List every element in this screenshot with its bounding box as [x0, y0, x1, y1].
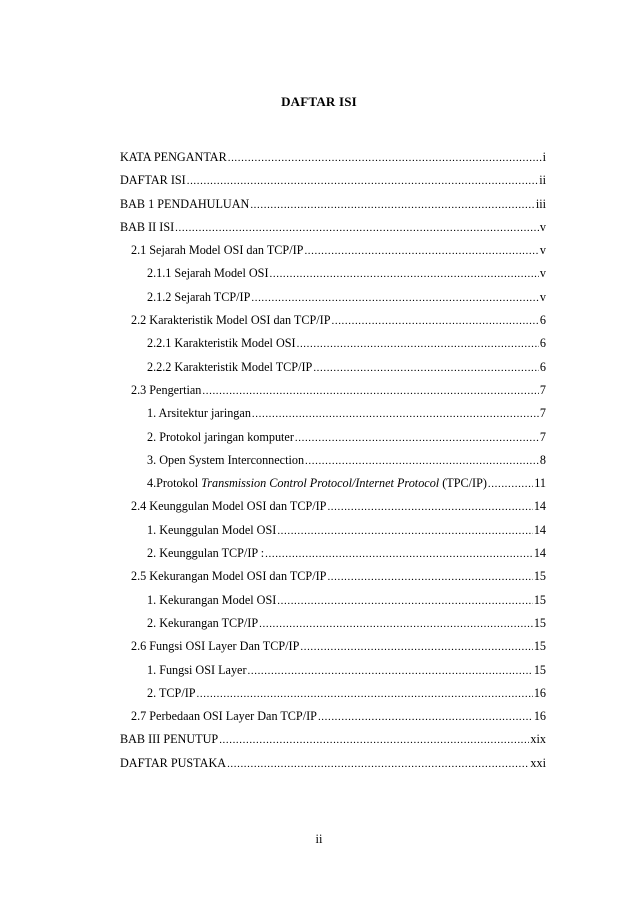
- toc-entry-label: BAB 1 PENDAHULUAN: [120, 196, 250, 211]
- dot-leader: [332, 313, 539, 328]
- toc-entry: [120, 639, 546, 662]
- toc-entry-label: 2.3 Pengertian: [131, 382, 202, 397]
- toc-entry-label: 2.2.1 Karakteristik Model OSI: [147, 336, 296, 351]
- toc-entry-page: 14: [533, 499, 546, 514]
- toc-entry-page: xxi: [530, 755, 546, 770]
- toc-entry-page: 15: [533, 592, 546, 607]
- dot-leader: [227, 756, 529, 771]
- toc-entry-page: v: [539, 289, 546, 304]
- dot-leader: [250, 197, 535, 212]
- toc-entry: [120, 569, 546, 592]
- toc-entry-page: 11: [534, 476, 546, 491]
- dot-leader: [304, 243, 538, 258]
- toc-entry: [120, 686, 546, 709]
- dot-leader: [488, 476, 533, 491]
- toc-entry-label: 2. Protokol jaringan komputer: [147, 429, 294, 444]
- toc-entry-label: DAFTAR PUSTAKA: [120, 755, 227, 770]
- dot-leader: [327, 499, 532, 514]
- toc-entry: [120, 406, 546, 429]
- toc-entry-page: 7: [539, 406, 546, 421]
- toc-entry: [120, 732, 546, 755]
- toc-entry-page: 6: [539, 359, 546, 374]
- toc-entry-page: 16: [533, 685, 546, 700]
- toc-entry-label: 2.7 Perbedaan OSI Layer Dan TCP/IP: [131, 709, 317, 724]
- toc-entry-label: 2.5 Kekurangan Model OSI dan TCP/IP: [131, 569, 327, 584]
- toc-entry: [120, 243, 546, 266]
- dot-leader: [295, 430, 539, 445]
- toc-entry-label-suffix: (TPC/IP): [439, 476, 487, 491]
- dot-leader: [300, 639, 532, 654]
- toc-entry-page: i: [542, 150, 546, 164]
- toc-entry-page: 15: [533, 615, 546, 630]
- toc-entry: [120, 383, 546, 406]
- toc-entry-page: 7: [539, 429, 546, 444]
- toc-entry: [120, 616, 546, 639]
- toc-entry-label: BAB III PENUTUP: [120, 732, 219, 747]
- toc-entry: [120, 499, 546, 522]
- toc-entry-label: 2.1.2 Sejarah TCP/IP: [147, 289, 251, 304]
- toc-entry: [120, 523, 546, 546]
- toc-entry-label: 2.2 Karakteristik Model OSI dan TCP/IP: [131, 313, 331, 328]
- page-title: DAFTAR ISI: [281, 94, 357, 109]
- toc-entry: [120, 313, 546, 336]
- toc-entry-page: 15: [533, 662, 546, 677]
- toc-entry-label: 2.2.2 Karakteristik Model TCP/IP: [147, 359, 313, 374]
- toc-entry-label: KATA PENGANTAR: [120, 150, 227, 164]
- toc-entry: [120, 266, 546, 289]
- dot-leader: [251, 290, 539, 305]
- toc-entry-page: iii: [535, 196, 546, 211]
- toc-entry-label: 1. Keunggulan Model OSI: [147, 522, 277, 537]
- dot-leader: [197, 686, 533, 701]
- toc-entry-label: 2. TCP/IP: [147, 685, 196, 700]
- toc-entry-label: BAB II ISI: [120, 219, 175, 234]
- dot-leader: [175, 220, 539, 235]
- dot-leader: [259, 616, 533, 631]
- toc-entry: [120, 173, 546, 196]
- toc-entry-label: 2.1 Sejarah Model OSI dan TCP/IP: [131, 243, 304, 258]
- toc-entry: [120, 290, 546, 313]
- toc-entry-page: xix: [530, 732, 546, 747]
- toc-entry-label: [147, 476, 487, 491]
- toc-entry-label: 1. Kekurangan Model OSI: [147, 592, 277, 607]
- dot-leader: [313, 360, 539, 375]
- toc-entry: [120, 336, 546, 359]
- dot-leader: [265, 546, 533, 561]
- toc-entry: [120, 430, 546, 453]
- toc-entry-page: 14: [533, 522, 546, 537]
- toc-entry-page: v: [539, 266, 546, 281]
- toc-entry-page: ii: [539, 173, 546, 188]
- toc-entry-page: 7: [539, 382, 546, 397]
- toc-entry-label: 2.6 Fungsi OSI Layer Dan TCP/IP: [131, 639, 300, 654]
- toc-entry-label: 1. Fungsi OSI Layer: [147, 662, 247, 677]
- toc-entry: [120, 709, 546, 732]
- dot-leader: [305, 453, 539, 468]
- dot-leader: [228, 150, 542, 165]
- toc-entry-page: 14: [533, 546, 546, 561]
- dot-leader: [277, 593, 533, 608]
- toc-entry: [120, 756, 546, 779]
- toc-entry: [120, 663, 546, 686]
- toc-entry-page: 16: [533, 709, 546, 724]
- toc-entry-page: 6: [539, 336, 546, 351]
- dot-leader: [297, 336, 539, 351]
- toc-entry-label: DAFTAR ISI: [120, 173, 186, 188]
- toc-entry: [120, 150, 546, 173]
- page-number: ii: [315, 832, 323, 846]
- dot-leader: [277, 523, 533, 538]
- dot-leader: [327, 569, 532, 584]
- toc-entry-label: 2.4 Keunggulan Model OSI dan TCP/IP: [131, 499, 327, 514]
- toc-entry-page: 15: [533, 639, 546, 654]
- dot-leader: [252, 406, 539, 421]
- dot-leader: [187, 173, 538, 188]
- dot-leader: [219, 732, 529, 747]
- toc-entry-label-italic: Transmission Control Protocol/Internet Protocol: [201, 476, 440, 491]
- toc-entry-label: 3. Open System Interconnection: [147, 452, 305, 467]
- toc-entry: [120, 453, 546, 476]
- dot-leader: [318, 709, 533, 724]
- dot-leader: [202, 383, 539, 398]
- toc-entry-label: 1. Arsitektur jaringan: [147, 406, 251, 421]
- toc-entry-label: 2. Keunggulan TCP/IP :: [147, 546, 265, 561]
- toc-entry-page: v: [539, 243, 546, 258]
- toc-entry: [120, 197, 546, 220]
- toc-entry: [120, 220, 546, 243]
- toc-entry: [120, 546, 546, 569]
- toc-entry-page: 15: [533, 569, 546, 584]
- table-of-contents: [120, 150, 546, 779]
- dot-leader: [248, 663, 533, 678]
- toc-entry-label-prefix: 4.Protokol: [147, 476, 202, 491]
- toc-entry-page: 8: [539, 452, 546, 467]
- toc-entry: [120, 593, 546, 616]
- toc-entry: [120, 360, 546, 383]
- toc-entry-page: 6: [539, 313, 546, 328]
- toc-entry-page: v: [539, 219, 546, 234]
- toc-entry-label: 2. Kekurangan TCP/IP: [147, 615, 259, 630]
- toc-entry: [120, 476, 546, 499]
- dot-leader: [270, 266, 539, 281]
- toc-entry-label: 2.1.1 Sejarah Model OSI: [147, 266, 269, 281]
